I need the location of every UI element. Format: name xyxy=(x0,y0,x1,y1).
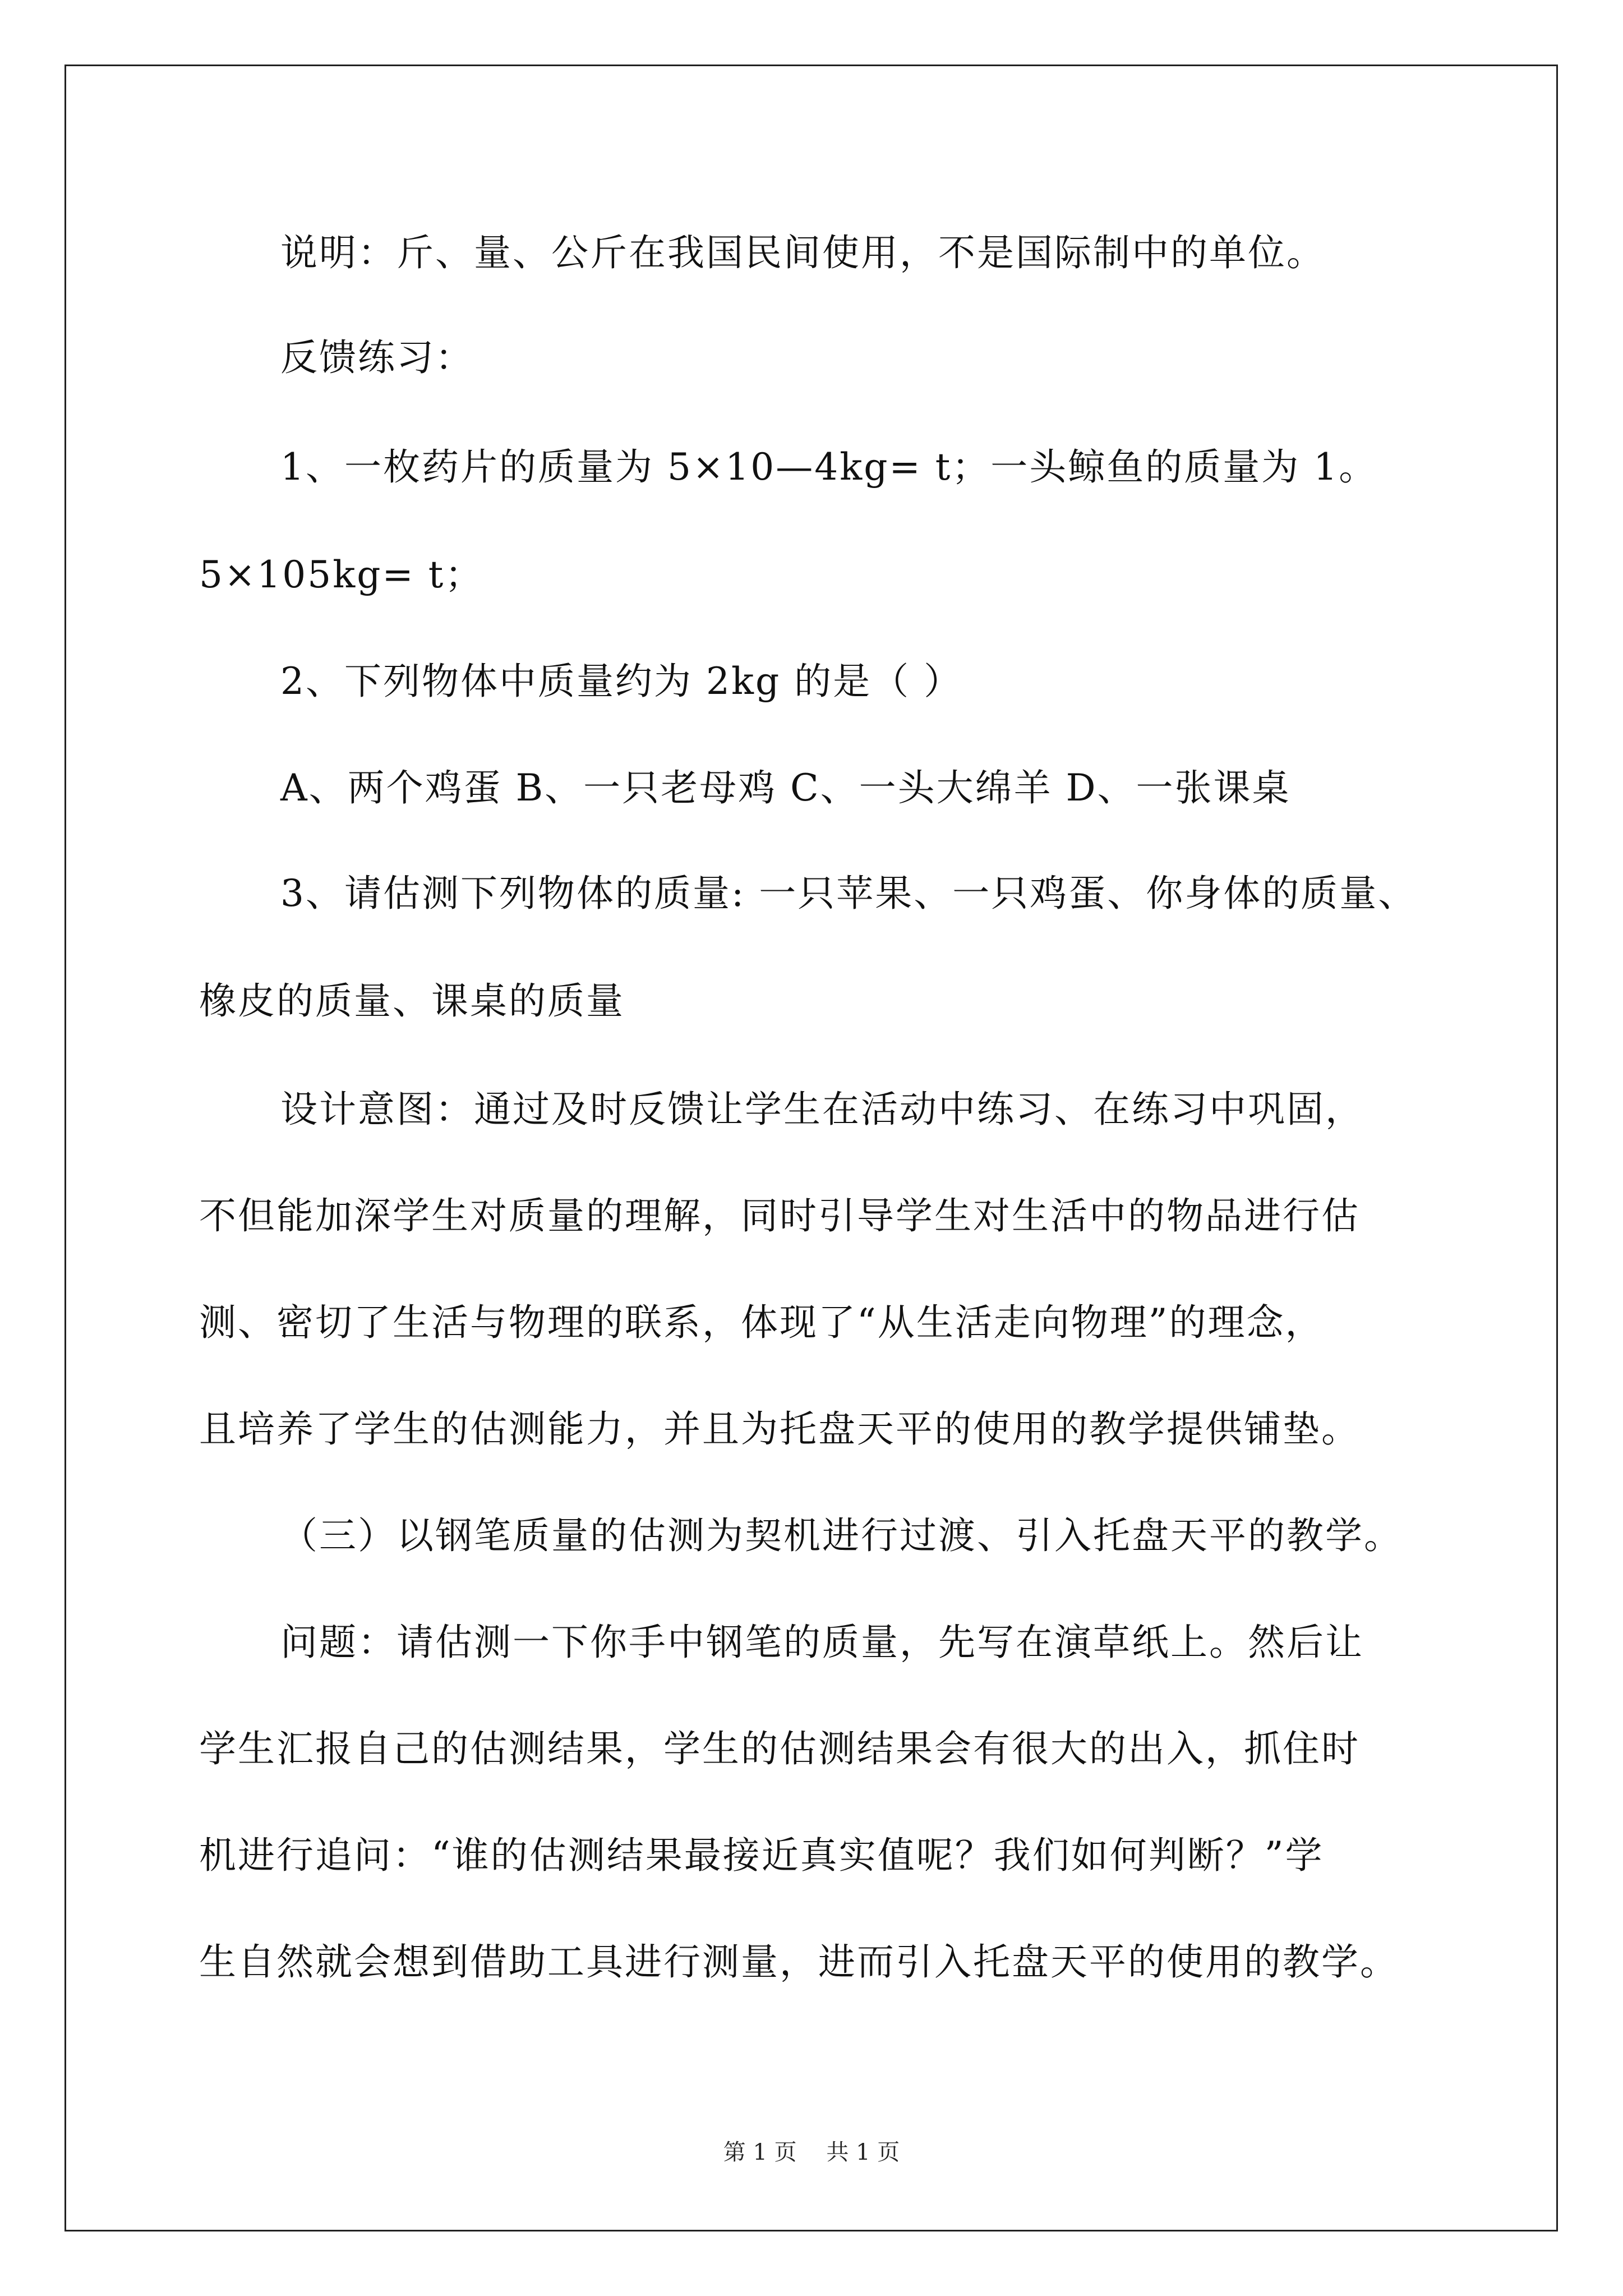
text-line: 1、一枚药片的质量为 5×10—4kg= t；一头鲸鱼的质量为 1。 xyxy=(280,445,1378,489)
text-line: A、两个鸡蛋 B、一只老母鸡 C、一头大绵羊 D、一张课桌 xyxy=(280,766,1291,809)
page-number: 第 1 页 xyxy=(723,2139,797,2165)
page-border xyxy=(64,65,1558,2231)
text-line: 3、请估测下列物体的质量: 一只苹果、一只鸡蛋、你身体的质量、 xyxy=(280,872,1417,915)
text-line: 5×105kg= t； xyxy=(199,553,484,596)
text-line: 问题：请估测一下你手中钢笔的质量，先写在演草纸上。然后让 xyxy=(280,1621,1364,1664)
text-line: 设计意图：通过及时反馈让学生在活动中练习、在练习中巩固， xyxy=(280,1088,1364,1131)
text-line: 2、下列物体中质量约为 2kg 的是（ ） xyxy=(280,660,963,703)
page-total: 共 1 页 xyxy=(826,2139,900,2165)
text-line: 且培养了学生的估测能力，并且为托盘天平的使用的教学提供铺垫。 xyxy=(199,1407,1360,1451)
text-line: 不但能加深学生对质量的理解，同时引导学生对生活中的物品进行估 xyxy=(199,1194,1360,1237)
page-footer xyxy=(0,2134,1623,2166)
text-line: 测、密切了生活与物理的联系，体现了“从生活走向物理”的理念， xyxy=(199,1301,1324,1344)
text-line: 说明：斤、量、公斤在我国民间使用，不是国际制中的单位。 xyxy=(280,231,1325,274)
text-line: 生自然就会想到借助工具进行测量，进而引入托盘天平的使用的教学。 xyxy=(199,1940,1399,1984)
text-line: 学生汇报自己的估测结果，学生的估测结果会有很大的出入，抓住时 xyxy=(199,1727,1360,1770)
text-line: 机进行追问：“谁的估测结果最接近真实值呢？我们如何判断？”学 xyxy=(199,1834,1324,1877)
text-line: 反馈练习： xyxy=(280,336,474,379)
section-heading: （三）以钢笔质量的估测为契机进行过渡、引入托盘天平的教学。 xyxy=(280,1514,1403,1557)
text-line: 橡皮的质量、课桌的质量 xyxy=(199,979,625,1023)
